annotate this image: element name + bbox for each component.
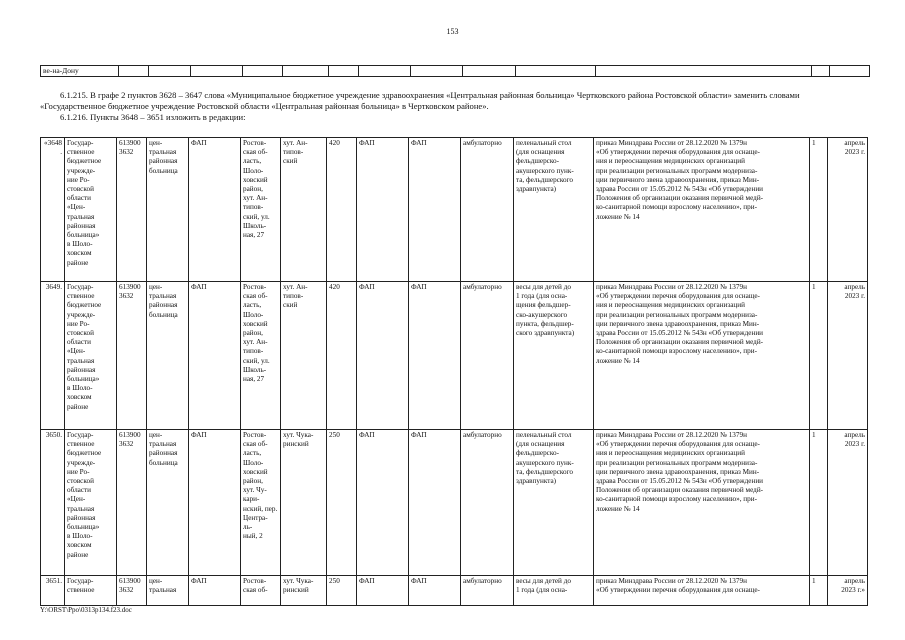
cell-text: цен- тральная районная больница: [149, 139, 178, 175]
cell-text: 1: [812, 139, 816, 147]
unit-cell: [189, 430, 241, 576]
type-cell: [357, 282, 409, 430]
top-fragment-cell: [191, 66, 243, 77]
cell-text: 1: [812, 431, 816, 439]
type-cell: [409, 430, 461, 576]
cell-text: 1: [812, 283, 816, 291]
cell-text: приказ Минздрава России от 28.12.2020 № 1379н «Об утверждении перечня оборудования для оснаще-: [596, 577, 760, 595]
department-cell: [147, 138, 189, 282]
top-fragment-cell: [596, 66, 812, 77]
unit-cell: [189, 138, 241, 282]
equipment-cell: [514, 430, 594, 576]
cell-text: хут. Ан- типов- ский: [283, 283, 308, 310]
paragraph-text: 6.1.216. Пункты 3648 – 3651 изложить в редакции:: [60, 112, 246, 122]
cell-text: апрель 2023 г.»: [841, 577, 865, 595]
term-cell: [828, 430, 868, 576]
cell-text: ФАП: [411, 139, 427, 147]
point-number-cell: [41, 282, 65, 430]
cell-text: 3651.: [45, 577, 62, 585]
point-number-cell: [41, 576, 65, 606]
cell-text: ФАП: [359, 283, 375, 291]
paragraph-text: 6.1.215. В графе 2 пунктов 3628 – 3647 слова «Муниципальное бюджетное учреждение здравоохранения «Центральная районная больница» Чертковского района Ростовской области» заменить словами «Государственное бюджетное учреждение Ростовской области «Центральная районная больница» в Чертковском районе».: [40, 90, 800, 111]
term-cell: [828, 138, 868, 282]
care-form-cell: [461, 282, 514, 430]
cell-text: 420: [329, 283, 340, 291]
cell-text: 613900 3632: [119, 577, 141, 595]
code-cell: [117, 282, 147, 430]
count-cell: [810, 138, 828, 282]
table-row: [41, 282, 868, 430]
top-fragment-cell: ве-на-Дону: [41, 66, 119, 77]
equipment-cell: [514, 282, 594, 430]
basis-cell: [594, 282, 810, 430]
count-cell: [810, 430, 828, 576]
cell-text: апрель 2023 г.: [844, 431, 865, 449]
cell-text: амбулаторно: [463, 139, 502, 147]
address-cell: [241, 576, 281, 606]
count-cell: [810, 282, 828, 430]
cell-text: Государ- ственное бюджетное учрежде- ние Ро- стовской области «Цен- тральная районная больница» в Шоло- ховском районе: [67, 431, 102, 559]
cell-text: приказ Минздрава России от 28.12.2020 № 1379н «Об утверждении перечня оборудования для оснаще- ния и переоснащения медицинских организаций при реализации региональных программ модерниза- ции первичного звена здравоохранения, приказ Мин- здрава России от 15.05.2012 № 543н «Об утверждении Положения об организации оказания первичной медй- ко-санитарной помощи взрослому населению», при- ложение № 14: [596, 431, 764, 513]
code-cell: [117, 138, 147, 282]
cell-text: Государ- ственное бюджетное учрежде- ние Ро- стовской области «Цен- тральная районная больница» в Шоло- ховском районе: [67, 283, 102, 411]
organization-cell: [65, 576, 117, 606]
cell-text: апрель 2023 г.: [844, 283, 865, 301]
settlement-cell: [281, 282, 327, 430]
type-cell: [357, 138, 409, 282]
cell-text: 613900 3632: [119, 139, 141, 157]
cell-text: 3650.: [45, 431, 62, 439]
population-cell: [327, 282, 357, 430]
population-cell: [327, 430, 357, 576]
equipment-cell: [514, 138, 594, 282]
basis-cell: [594, 430, 810, 576]
type-cell: [409, 138, 461, 282]
top-fragment-cell: [830, 66, 870, 77]
basis-cell: [594, 138, 810, 282]
cell-text: 613900 3632: [119, 431, 141, 449]
settlement-cell: [281, 138, 327, 282]
top-fragment-cell: [119, 66, 149, 77]
code-cell: [117, 576, 147, 606]
cell-text: пеленальный стол (для оснащения фельдшерско- акушерского пунк- та, фельдшерского здравпункта): [516, 431, 574, 486]
organization-cell: [65, 282, 117, 430]
cell-text: амбулаторно: [463, 431, 502, 439]
cell-text: весы для детей до 1 года (для осна-: [516, 577, 571, 595]
cell-text: ФАП: [191, 139, 207, 147]
address-cell: [241, 430, 281, 576]
unit-cell: [189, 576, 241, 606]
unit-cell: [189, 282, 241, 430]
cell-text: приказ Минздрава России от 28.12.2020 № 1379н «Об утверждении перечня оборудования для оснаще- ния и переоснащения медицинских организаций при реализации региональных программ модерниза- ции первичного звена здравоохранения, приказ Мин- здрава России от 15.05.2012 № 543н «Об утверждении Положения об организации оказания первичной медй- ко-санитарной помощи взрослому населению», при- ложение № 14: [596, 139, 764, 221]
type-cell: [357, 576, 409, 606]
address-cell: [241, 138, 281, 282]
cell-text: апрель 2023 г.: [844, 139, 865, 157]
cell-text: ФАП: [359, 139, 375, 147]
department-cell: [147, 576, 189, 606]
cell-text: ФАП: [411, 577, 427, 585]
point-number-cell: [41, 430, 65, 576]
paragraph-replacement: [40, 90, 866, 112]
cell-text: 1: [812, 577, 816, 585]
cell-text: приказ Минздрава России от 28.12.2020 № 1379н «Об утверждении перечня оборудования для оснаще- ния и переоснащения медицинских организаций при реализации региональных программ модерниза- ции первичного звена здравоохранения, приказ Мин- здрава России от 15.05.2012 № 543н «Об утверждении Положения об организации оказания первичной медй- ко-санитарной помощи взрослому населению», при- ложение № 14: [596, 283, 764, 365]
department-cell: [147, 282, 189, 430]
points-table: [40, 137, 868, 606]
address-cell: [241, 282, 281, 430]
cell-text: Ростов- ская об-: [243, 577, 268, 595]
cell-text: Ростов- ская об- ласть, Шоло- ховский район, хут. Ан- типов- ский, ул. Школь- ная, 27: [243, 283, 270, 384]
cell-text: пеленальный стол (для оснащения фельдшерско- акушерского пунк- та, фельдшерского здравпункта): [516, 139, 574, 194]
cell-text: ФАП: [359, 431, 375, 439]
count-cell: [810, 576, 828, 606]
cell-text: ФАП: [191, 283, 207, 291]
organization-cell: [65, 430, 117, 576]
care-form-cell: [461, 138, 514, 282]
cell-text: «3648.: [44, 139, 62, 157]
top-fragment-cell: [411, 66, 463, 77]
file-path-footer: Y:\ORST\Ppo\0313p134.f23.doc: [40, 606, 132, 614]
care-form-cell: [461, 430, 514, 576]
cell-text: 250: [329, 431, 340, 439]
table-row: [41, 576, 868, 606]
top-fragment-cell: [243, 66, 283, 77]
cell-text: 613900 3632: [119, 283, 141, 301]
table-row: [41, 430, 868, 576]
page-number: 153: [446, 27, 459, 36]
population-cell: [327, 576, 357, 606]
cell-text: ФАП: [411, 431, 427, 439]
settlement-cell: [281, 576, 327, 606]
top-fragment-cell: [329, 66, 359, 77]
top-fragment-cell: [149, 66, 191, 77]
cell-text: ФАП: [411, 283, 427, 291]
cell-text: ФАП: [359, 577, 375, 585]
point-number-cell: [41, 138, 65, 282]
department-cell: [147, 430, 189, 576]
top-fragment-cell: [812, 66, 830, 77]
top-fragment-row: [41, 66, 870, 77]
cell-text: цен- тральная районная больница: [149, 431, 178, 467]
cell-text: амбулаторно: [463, 577, 502, 585]
cell-text: ФАП: [191, 431, 207, 439]
paragraph-points: [40, 112, 866, 123]
cell-text: хут. Чука- ринский: [283, 577, 314, 595]
table-row: [41, 138, 868, 282]
top-fragment-cell: [283, 66, 329, 77]
cell-text: весы для детей до 1 года (для осна- щения фельдшер- ско-акушерского пункта, фельдшер- ского здравпункта): [516, 283, 575, 338]
population-cell: [327, 138, 357, 282]
care-form-cell: [461, 576, 514, 606]
type-cell: [409, 282, 461, 430]
cell-text: Ростов- ская об- ласть, Шоло- ховский район, хут. Ан- типов- ский, ул. Школь- ная, 27: [243, 139, 270, 240]
cell-text: 3649.: [45, 283, 62, 291]
term-cell: [828, 576, 868, 606]
top-fragment-cell: [463, 66, 516, 77]
cell-text: Государ- ственное: [67, 577, 95, 595]
cell-text: цен- тральная: [149, 577, 177, 595]
code-cell: [117, 430, 147, 576]
organization-cell: [65, 138, 117, 282]
equipment-cell: [514, 576, 594, 606]
type-cell: [409, 576, 461, 606]
cell-text: ФАП: [191, 577, 207, 585]
cell-text: амбулаторно: [463, 283, 502, 291]
cell-text: хут. Чука- ринский: [283, 431, 314, 449]
cell-text: цен- тральная районная больница: [149, 283, 178, 319]
type-cell: [357, 430, 409, 576]
cell-text: хут. Ан- типов- ский: [283, 139, 308, 166]
term-cell: [828, 282, 868, 430]
basis-cell: [594, 576, 810, 606]
cell-text: Государ- ственное бюджетное учрежде- ние Ро- стовской области «Цен- тральная районная больница» в Шоло- ховском районе: [67, 139, 102, 267]
top-fragment-cell: [359, 66, 411, 77]
settlement-cell: [281, 430, 327, 576]
top-fragment-cell: [516, 66, 596, 77]
cell-text: Ростов- ская об- ласть, Шоло- ховский район, хут. Чу- кари- нский, пер. Центра- ль- ный, 2: [243, 431, 278, 541]
top-fragment-table: [40, 65, 870, 77]
cell-text: 250: [329, 577, 340, 585]
cell-text: 420: [329, 139, 340, 147]
